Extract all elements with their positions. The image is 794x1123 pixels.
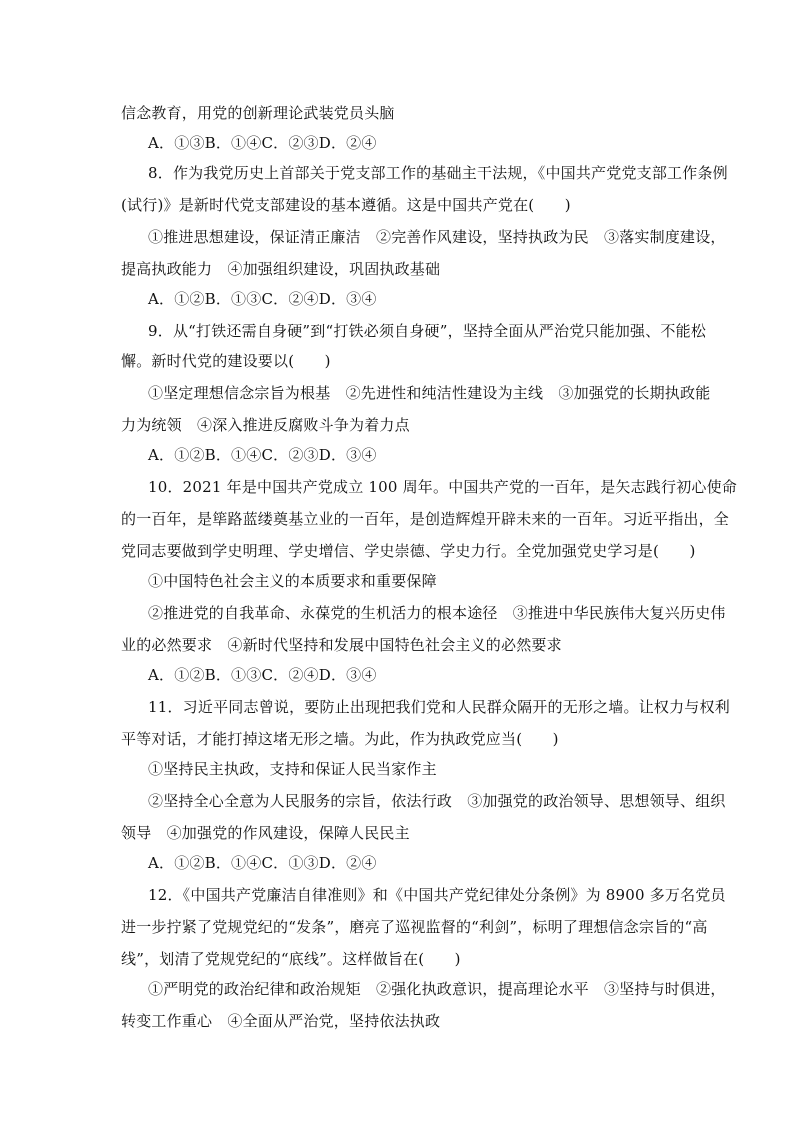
text-line: 平等对话，才能打掉这堵无形之墙。为此，作为执政党应当( )	[121, 730, 559, 748]
text-line: ①中国特色社会主义的本质要求和重要保障	[148, 572, 437, 590]
text-line: ①推进思想建设，保证清正廉洁 ②完善作风建设，坚持执政为民 ③落实制度建设，	[148, 228, 726, 246]
text-line: A．①②B．①④C．②③D．③④	[148, 446, 377, 464]
text-line: A．①②B．①③C．②④D．③④	[148, 666, 377, 684]
text-line: 线”，划清了党规党纪的“底线”。这样做旨在( )	[121, 950, 461, 968]
text-line: 的一百年，是筚路蓝缕奠基立业的一百年，是创造辉煌开辟未来的一百年。习近平指出，全	[121, 510, 730, 528]
text-line: 11．习近平同志曾说，要防止出现把我们党和人民群众隔开的无形之墙。让权力与权利	[148, 698, 730, 716]
text-line: 业的必然要求 ④新时代坚持和发展中国特色社会主义的必然要求	[121, 636, 562, 654]
text-line: ②推进党的自我革命、永葆党的生机活力的根本途径 ③推进中华民族伟大复兴历史伟	[148, 604, 726, 622]
text-line: ①严明党的政治纪律和政治规矩 ②强化执政意识，提高理论水平 ③坚持与时俱进，	[148, 980, 726, 998]
text-line: A．①③B．①④C．②③D．②④	[148, 134, 377, 152]
text-line: A．①②B．①③C．②④D．③④	[148, 290, 377, 308]
text-line: 8．作为我党历史上首部关于党支部工作的基础主干法规，《中国共产党党支部工作条例	[148, 164, 728, 182]
text-line: ②坚持全心全意为人民服务的宗旨，依法行政 ③加强党的政治领导、思想领导、组织	[148, 792, 726, 810]
text-line: ①坚定理想信念宗旨为根基 ②先进性和纯洁性建设为主线 ③加强党的长期执政能	[148, 384, 711, 402]
text-line: 提高执政能力 ④加强组织建设，巩固执政基础	[121, 260, 441, 278]
text-line: 9．从“打铁还需自身硬”到“打铁必须自身硬”，坚持全面从严治党只能加强、不能松	[148, 322, 707, 340]
text-line: 力为统领 ④深入推进反腐败斗争为着力点	[121, 416, 410, 434]
text-line: (试行)》是新时代党支部建设的基本遵循。这是中国共产党在( )	[121, 196, 571, 214]
text-line: 懈。新时代党的建设要以( )	[121, 352, 331, 370]
text-line: 转变工作重心 ④全面从严治党，坚持依法执政	[121, 1012, 441, 1030]
text-line: 党同志要做到学史明理、学史增信、学史崇德、学史力行。全党加强党史学习是( )	[121, 542, 696, 560]
text-line: ①坚持民主执政，支持和保证人民当家作主	[148, 760, 437, 778]
text-line: 信念教育，用党的创新理论武装党员头脑	[121, 104, 395, 122]
text-line: 10．2021 年是中国共产党成立 100 周年。中国共产党的一百年，是矢志践行初心使命	[148, 478, 737, 496]
text-line: 领导 ④加强党的作风建设，保障人民民主	[121, 824, 410, 842]
text-line: 12．《中国共产党廉洁自律准则》和《中国共产党纪律处分条例》为 8900 多万名党员	[148, 886, 726, 904]
text-line: A．①②B．①④C．①③D．②④	[148, 854, 377, 872]
text-line: 进一步拧紧了党规党纪的“发条”，磨亮了巡视监督的“利剑”，标明了理想信念宗旨的“高	[121, 918, 708, 936]
